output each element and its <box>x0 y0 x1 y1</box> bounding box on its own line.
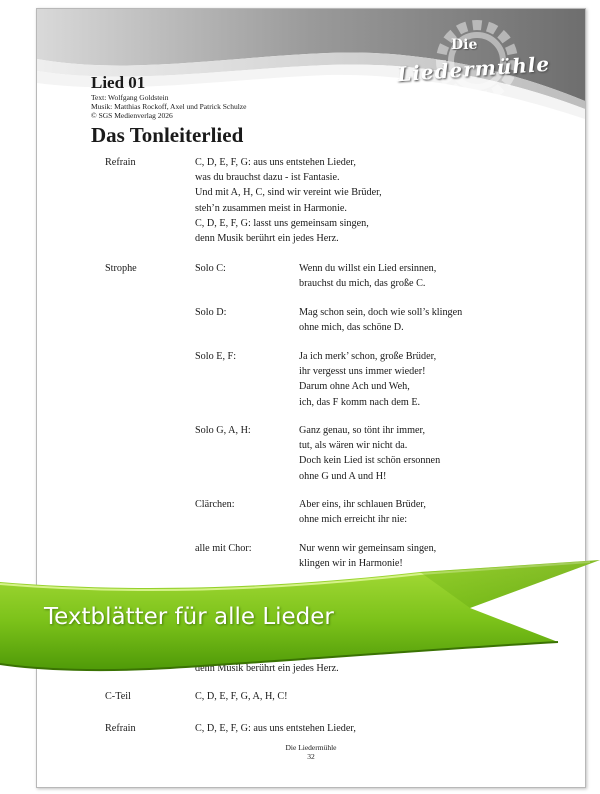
lyric-line: brauchst du mich, das große C. <box>299 278 426 290</box>
logo-word-liedermuehle: Liedermühle <box>396 51 551 87</box>
song-credits <box>91 93 246 120</box>
speaker-label: Solo D: <box>195 307 227 318</box>
verse-lyrics <box>299 305 462 335</box>
footer-publisher: Die Liedermühle <box>285 743 337 752</box>
lyric-line: denn Musik berührt ein jedes Herz. <box>195 233 339 245</box>
verse-lyrics <box>299 349 436 410</box>
lyric-line: Ganz genau, so tönt ihr immer, <box>299 425 426 436</box>
lyric-line: steh’n zusammen meist in Harmonie. <box>195 202 347 214</box>
verse-lyrics <box>299 423 440 484</box>
credit-copyright: © SGS Medienverlag 2026 <box>91 111 173 120</box>
section-label-refrain: Refrain <box>105 157 136 168</box>
section-label-strophe: Strophe <box>105 263 137 274</box>
lyric-line: Doch kein Lied ist schön ersonnen <box>299 455 441 467</box>
lyric-line: ihr vergesst uns immer wieder! <box>299 366 426 378</box>
banner-text: Textblätter für alle Lieder <box>44 604 334 630</box>
lyric-line: ohne mich erreicht ihr nie: <box>299 514 408 526</box>
section-label-c-teil: C-Teil <box>105 691 131 702</box>
footer-page-number: 32 <box>307 752 315 761</box>
lyric-line: tut, als wären wir nicht da. <box>299 440 408 452</box>
lyric-line: C, D, E, F, G: aus uns entstehen Lieder, <box>195 157 356 168</box>
lyric-line: ohne mich, das schöne D. <box>299 322 404 334</box>
lyric-line: was du brauchst dazu - ist Fantasie. <box>195 172 340 184</box>
speaker-label: Solo C: <box>195 263 226 274</box>
lyric-line: Aber eins, ihr schlauen Brüder, <box>299 499 426 510</box>
c-teil-lyrics: C, D, E, F, G, A, H, C! <box>195 691 288 702</box>
lyric-line: Ja ich merk’ schon, große Brüder, <box>299 351 437 362</box>
section-label-refrain: Refrain <box>105 723 136 734</box>
credit-music: Musik: Matthias Rockoff, Axel und Patrick Schulze <box>91 102 247 111</box>
lyric-line: Wenn du willst ein Lied ersinnen, <box>299 263 437 274</box>
lyric-line: klingen wir in Harmonie! <box>299 558 403 570</box>
verse-lyrics <box>299 497 426 527</box>
refrain-lyrics <box>195 155 382 246</box>
song-title: Das Tonleiterlied <box>91 123 244 147</box>
logo-word-die: Die <box>451 37 478 53</box>
lyric-line: C, D, E, F, G: lasst uns gemeinsam singen, <box>195 217 369 229</box>
speaker-label: Solo E, F: <box>195 351 237 362</box>
song-number: Lied 01 <box>91 73 146 92</box>
lyric-line: Darum ohne Ach und Weh, <box>299 381 410 393</box>
lyric-line: Mag schon sein, doch wie soll’s klingen <box>299 307 463 318</box>
lyric-line: Und mit A, H, C, sind wir vereint wie Brüder, <box>195 187 382 199</box>
lyric-line-partial: denn Musik berührt ein jedes Herz. <box>195 663 339 674</box>
speaker-label: Solo G, A, H: <box>195 425 251 436</box>
credit-text: Text: Wolfgang Goldstein <box>91 93 169 102</box>
speaker-label: Clärchen: <box>195 499 235 510</box>
speaker-label: alle mit Chor: <box>195 543 252 554</box>
lyric-line: ohne G und A und H! <box>299 470 387 482</box>
lyric-line: C, D, E, F, G: aus uns entstehen Lieder, <box>195 723 356 734</box>
verse-lyrics <box>299 261 436 291</box>
lyric-line: ich, das F komm nach dem E. <box>299 396 421 408</box>
lyric-line: Nur wenn wir gemeinsam singen, <box>299 543 437 554</box>
